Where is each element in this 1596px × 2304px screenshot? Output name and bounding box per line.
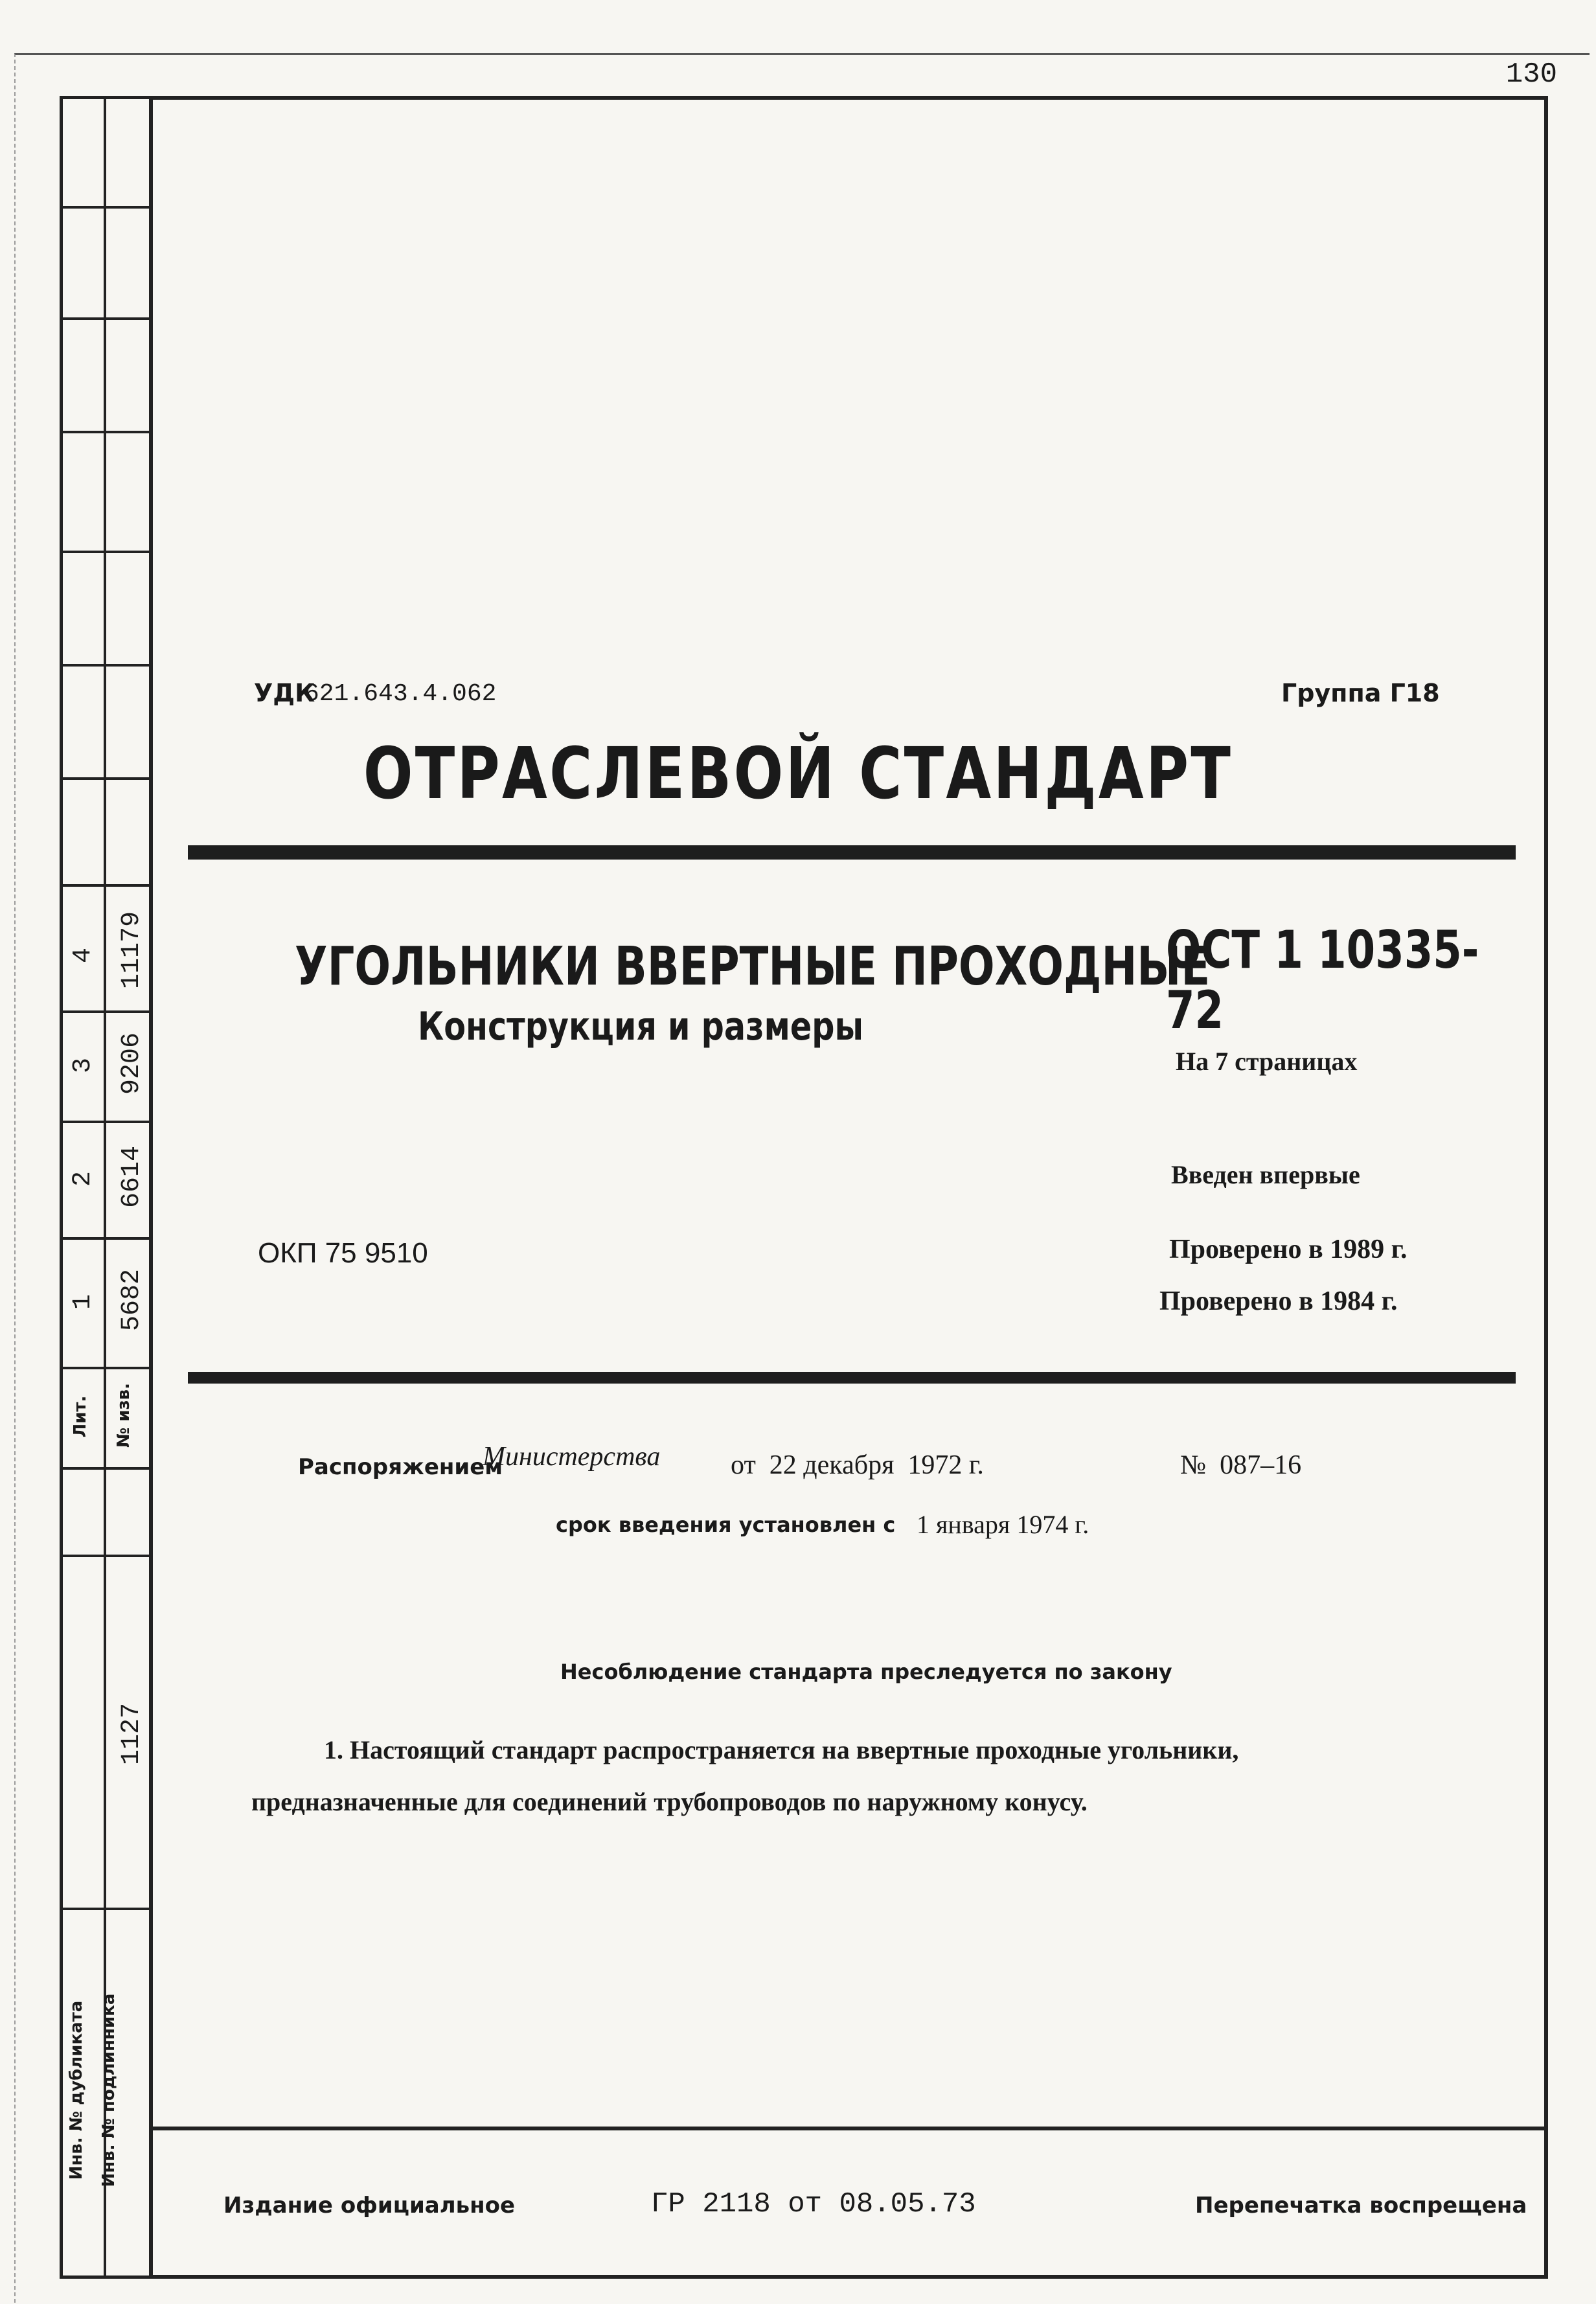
stamp-lit-3: 3 [69,1058,98,1074]
heavy-rule-top [188,845,1516,860]
page-number: 130 [1505,58,1557,91]
order-label: Распоряжением [298,1454,503,1480]
stamp-row-line [60,884,149,887]
stamp-row-line [60,431,149,433]
gr-registration: ГР 2118 от 08.05.73 [651,2188,976,2220]
standard-subtitle: Конструкция и размеры [418,1004,863,1049]
stamp-izv-4: 11179 [117,911,146,990]
order-number: № 087–16 [1180,1450,1302,1480]
stamp-row-line [60,206,149,209]
stamp-izv-2: 6614 [117,1146,146,1209]
effective-date: 1 января 1974 г. [917,1510,1089,1539]
stamp-row-line [60,1237,149,1240]
reprint-note: Перепечатка воспрещена [1195,2193,1527,2218]
introduced-note: Введен впервые [1171,1160,1360,1189]
order-authority: Министерства [483,1442,661,1472]
law-notice: Несоблюдение стандарта преследуется по закону [560,1660,1172,1684]
stamp-row-line [60,1467,149,1470]
heavy-rule-bottom [188,1372,1516,1384]
stamp-row-line [60,317,149,320]
stamp-lit-4: 4 [69,948,98,964]
stamp-izv-1: 5682 [117,1269,146,1332]
stamp-lit-1: 1 [69,1294,98,1310]
effective-label: срок введения установлен с [556,1512,896,1537]
stamp-izv-label: № изв. [114,1383,133,1448]
stamp-row-line [60,551,149,553]
paragraph-1-line-2: предназначенные для соединений трубопроводов по наружному конусу. [251,1787,1088,1816]
standard-title: УГОЛЬНИКИ ВВЕРТНЫЕ ПРОХОДНЫЕ [295,936,1211,998]
stamp-row-line [60,1555,149,1557]
stamp-row-line [60,664,149,667]
stamp-izv-3: 9206 [117,1032,146,1095]
stamp-divider [104,96,106,2279]
stamp-inv-orig-label: Инв. № подлинника [99,1993,119,2187]
stamp-inv-dup-label: Инв. № дубликата [67,2000,86,2180]
okp-code: ОКП 75 9510 [258,1237,428,1269]
stamp-row-line [60,1908,149,1910]
edition-note: Издание официальное [223,2193,516,2218]
page-count: На 7 страницах [1176,1047,1358,1076]
stamp-lit-2: 2 [69,1171,98,1187]
footer-rule [149,2127,1548,2130]
udk-value: 621.643.4.062 [304,680,497,708]
paragraph-1-line-1: 1. Настоящий стандарт распространяется на ввертные проходные угольники, [324,1735,1239,1764]
checked-1984: Проверено в 1984 г. [1159,1286,1398,1316]
standard-designation: ОСТ 1 10335-72 [1166,920,1479,1040]
group-code: Группа Г18 [1281,679,1440,707]
stamp-lit-label: Лит. [71,1395,90,1438]
stamp-row-line [60,777,149,780]
document-type-title: ОТРАСЛЕВОЙ СТАНДАРТ [363,732,1233,815]
order-date: от 22 декабря 1972 г. [731,1450,984,1480]
udk-label: УДК [254,679,315,707]
checked-1989: Проверено в 1989 г. [1169,1235,1408,1264]
stamp-inv-dup-value: 1127 [117,1703,146,1766]
